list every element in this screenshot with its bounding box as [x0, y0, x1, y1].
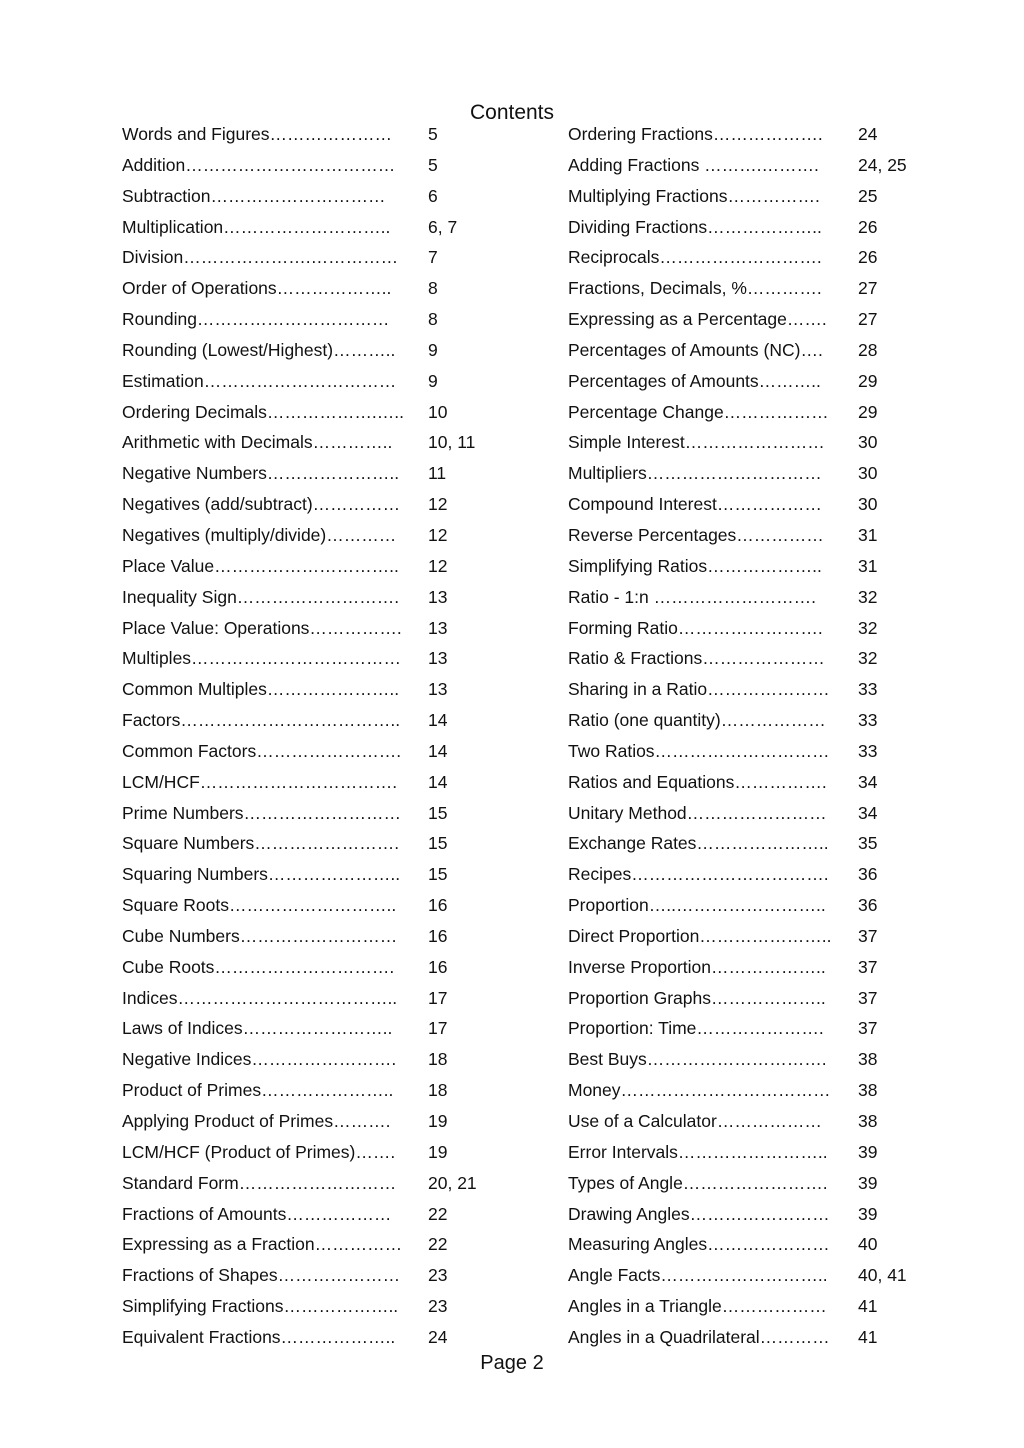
toc-entry-title: Common Factors……………………. [122, 740, 402, 761]
toc-entry [122, 1044, 448, 1075]
toc-entry-page-number: 33 [858, 710, 878, 731]
toc-entry [568, 366, 878, 397]
toc-entry-page-number: 15 [428, 864, 448, 885]
toc-entry [568, 304, 878, 335]
toc-entry [122, 921, 448, 952]
toc-entry-title: Simple Interest…………………… [568, 432, 825, 453]
toc-entry [122, 489, 448, 520]
toc-entry-page-number: 34 [858, 802, 878, 823]
toc-entry-page-number: 37 [858, 956, 878, 977]
toc-entry-title: Ratio (one quantity)……………… [568, 710, 826, 731]
toc-entry-title: Recipes……………………………. [568, 864, 829, 885]
toc-entry-page-number: 8 [428, 309, 438, 330]
toc-entry-page-number: 31 [858, 524, 878, 545]
toc-entry-page-number: 23 [428, 1265, 448, 1286]
toc-entry [122, 304, 438, 335]
toc-entry [122, 273, 438, 304]
toc-entry-page-number: 40, 41 [858, 1265, 907, 1286]
toc-entry [568, 643, 878, 674]
toc-entry-title: Forming Ratio……………………. [568, 617, 823, 638]
toc-entry [568, 828, 878, 859]
toc-entry-title: Dividing Fractions……………….. [568, 216, 822, 237]
toc-entry [122, 582, 448, 613]
toc-entry [122, 736, 448, 767]
toc-entry-page-number: 34 [858, 771, 878, 792]
toc-entry-title: Place Value………………………….. [122, 555, 399, 576]
toc-entry-page-number: 10 [428, 401, 448, 422]
toc-entry-title: Drawing Angles…………………… [568, 1203, 830, 1224]
toc-entry-page-number: 24, 25 [858, 154, 907, 175]
toc-entry-page-number: 19 [428, 1141, 448, 1162]
toc-entry-page-number: 32 [858, 586, 878, 607]
toc-entry-title: Adding Fractions ……….………. [568, 154, 819, 175]
toc-entry-title: Expressing as a Percentage……. [568, 309, 827, 330]
toc-entry-page-number: 5 [428, 154, 438, 175]
toc-entry [568, 767, 878, 798]
toc-entry-title: Proportion: Time…………………. [568, 1018, 824, 1039]
toc-entry [122, 212, 458, 243]
toc-entry [122, 397, 448, 428]
toc-entry-page-number: 36 [858, 895, 878, 916]
toc-entry-page-number: 36 [858, 864, 878, 885]
toc-entry-title: Types of Angle……………………. [568, 1172, 828, 1193]
toc-entry-page-number: 15 [428, 833, 448, 854]
toc-entry-page-number: 6 [428, 185, 438, 206]
toc-entry-title: Division………………….…………… [122, 247, 399, 268]
toc-entry-title: Reverse Percentages…………… [568, 524, 824, 545]
toc-entry [568, 1137, 878, 1168]
toc-entry [568, 705, 878, 736]
toc-entry-title: Laws of Indices…………………….. [122, 1018, 393, 1039]
toc-entry [568, 582, 878, 613]
toc-entry [122, 859, 448, 890]
toc-entry-page-number: 26 [858, 247, 878, 268]
toc-entry-title: Two Ratios………………………… [568, 740, 830, 761]
toc-entry [568, 1168, 878, 1199]
toc-entry-title: Proportion…..…………………….. [568, 895, 826, 916]
toc-entry-title: Inverse Proportion……………….. [568, 956, 826, 977]
toc-entry-title: Reciprocals………………………. [568, 247, 822, 268]
toc-entry-title: Multiplying Fractions……………. [568, 185, 820, 206]
toc-entry-title: Place Value: Operations……………. [122, 617, 402, 638]
toc-entry [122, 181, 438, 212]
toc-entry-page-number: 39 [858, 1141, 878, 1162]
toc-entry-title: Multiples……………………………… [122, 648, 402, 669]
toc-entry-title: Square Roots……………………….. [122, 895, 397, 916]
toc-entry-title: Percentages of Amounts……….. [568, 370, 821, 391]
toc-entry [568, 551, 878, 582]
toc-entry-page-number: 38 [858, 1080, 878, 1101]
toc-entry-title: Simplifying Fractions……………….. [122, 1296, 399, 1317]
toc-entry-page-number: 27 [858, 309, 878, 330]
toc-entry-title: Negative Numbers………………….. [122, 463, 400, 484]
toc-entry [568, 890, 878, 921]
toc-entry-page-number: 29 [858, 370, 878, 391]
toc-entry-page-number: 12 [428, 524, 448, 545]
toc-entry-title: Words and Figures………………… [122, 124, 393, 144]
toc-entry-title: Angle Facts……………………….. [568, 1265, 828, 1286]
toc-entry-title: Angles in a Quadrilateral………… [568, 1326, 830, 1347]
toc-entry [122, 1199, 448, 1230]
toc-entry-page-number: 30 [858, 463, 878, 484]
toc-entry [122, 613, 448, 644]
toc-entry-title: Percentage Change……………… [568, 401, 829, 422]
toc-entry-page-number: 13 [428, 679, 448, 700]
toc-entry [122, 242, 438, 273]
toc-entry-title: LCM/HCF (Product of Primes)……. [122, 1141, 396, 1162]
toc-entry [122, 1260, 448, 1291]
toc-entry-title: Direct Proportion………………….. [568, 925, 832, 946]
toc-entry-page-number: 27 [858, 278, 878, 299]
toc-entry [568, 397, 878, 428]
toc-entry [568, 952, 878, 983]
toc-entry-page-number: 41 [858, 1326, 878, 1347]
toc-entry-title: Estimation…………………………… [122, 370, 397, 391]
toc-entry-title: Squaring Numbers………………….. [122, 864, 401, 885]
toc-entry [568, 1075, 878, 1106]
toc-entry-page-number: 29 [858, 401, 878, 422]
toc-entry-title: Sharing in a Ratio………………… [568, 679, 830, 700]
toc-entry-title: Fractions of Shapes………………… [122, 1265, 401, 1286]
toc-entry-page-number: 18 [428, 1080, 448, 1101]
toc-entry [568, 1322, 878, 1353]
page-number: Page 2 [480, 1352, 544, 1374]
toc-entry-page-number: 30 [858, 494, 878, 515]
toc-entry-title: Standard Form……………………… [122, 1172, 397, 1193]
toc-entry-title: Error Intervals…………………….. [568, 1141, 828, 1162]
toc-entry [122, 1291, 448, 1322]
toc-entry-title: Measuring Angles………………… [568, 1234, 830, 1255]
toc-entry [568, 335, 878, 366]
toc-entry-page-number: 39 [858, 1172, 878, 1193]
toc-entry-page-number: 13 [428, 586, 448, 607]
toc-entry [122, 119, 438, 150]
toc-entry-page-number: 18 [428, 1049, 448, 1070]
toc-entry-title: Inequality Sign………………………. [122, 586, 400, 607]
toc-entry [568, 921, 878, 952]
toc-entry-page-number: 6, 7 [428, 216, 458, 237]
toc-entry [568, 520, 878, 551]
toc-entry-title: Addition……………………………… [122, 154, 396, 175]
toc-entry [122, 1137, 448, 1168]
toc-entry-page-number: 20, 21 [428, 1172, 477, 1193]
toc-entry-page-number: 9 [428, 370, 438, 391]
toc-entry [568, 1106, 878, 1137]
toc-entry-title: Angles in a Triangle……………… [568, 1296, 827, 1317]
toc-entry-page-number: 12 [428, 494, 448, 515]
toc-entry-page-number: 10, 11 [428, 432, 476, 453]
toc-left-column [122, 119, 477, 1353]
toc-entry [568, 1291, 878, 1322]
toc-entry [568, 489, 878, 520]
toc-entry [568, 150, 907, 181]
toc-entry-page-number: 24 [858, 124, 878, 144]
toc-entry-page-number: 37 [858, 1018, 878, 1039]
toc-entry-page-number: 41 [858, 1296, 878, 1317]
toc-entry [568, 798, 878, 829]
toc-entry-title: Order of Operations……………….. [122, 278, 392, 299]
toc-entry [122, 952, 448, 983]
toc-entry-title: Exchange Rates………………….. [568, 833, 829, 854]
toc-entry [122, 767, 448, 798]
toc-entry-title: Equivalent Fractions……………….. [122, 1326, 396, 1347]
toc-entry [568, 427, 878, 458]
toc-entry [568, 674, 878, 705]
toc-entry-page-number: 24 [428, 1326, 448, 1347]
toc-entry-page-number: 16 [428, 925, 448, 946]
toc-entry [122, 828, 448, 859]
toc-entry-title: Factors……………………………….. [122, 710, 401, 731]
page-title: Contents [469, 101, 555, 124]
toc-entry-title: Negative Indices……………………. [122, 1049, 397, 1070]
toc-entry-page-number: 19 [428, 1111, 448, 1131]
toc-entry-page-number: 33 [858, 740, 878, 761]
toc-entry [122, 1229, 448, 1260]
toc-entry-title: Proportion Graphs……………….. [568, 987, 826, 1008]
toc-entry [122, 1322, 448, 1353]
toc-entry-title: Multipliers………………………… [568, 463, 822, 484]
toc-entry-title: Ratios and Equations……………. [568, 771, 827, 792]
toc-entry-page-number: 37 [858, 925, 878, 946]
toc-entry [568, 119, 878, 150]
toc-entry [122, 643, 448, 674]
toc-entry-title: Cube Roots…………………………. [122, 956, 395, 977]
toc-entry [122, 150, 438, 181]
toc-entry [122, 427, 476, 458]
toc-entry [568, 1044, 878, 1075]
toc-entry-title: Rounding…………………………… [122, 309, 390, 330]
toc-entry-title: Rounding (Lowest/Highest)……….. [122, 339, 396, 360]
toc-entry [568, 458, 878, 489]
toc-entry-title: Ratio & Fractions………………… [568, 648, 825, 669]
toc-entry-title: Common Multiples………………….. [122, 679, 400, 700]
toc-entry-page-number: 22 [428, 1234, 448, 1255]
toc-entry-title: Prime Numbers……………………… [122, 802, 402, 823]
toc-entry-page-number: 14 [428, 740, 448, 761]
toc-entry-page-number: 32 [858, 648, 878, 669]
toc-entry-title: Multiplication……………………….. [122, 216, 391, 237]
toc-entry-page-number: 39 [858, 1203, 878, 1224]
toc-entry-title: Expressing as a Fraction…………… [122, 1234, 403, 1255]
toc-entry [568, 212, 878, 243]
toc-entry [122, 366, 438, 397]
toc-entry [568, 736, 878, 767]
toc-entry-page-number: 28 [858, 339, 878, 360]
toc-entry-title: Simplifying Ratios……………….. [568, 555, 822, 576]
toc-entry-page-number: 11 [428, 463, 447, 484]
toc-entry-title: Money……………………………… [568, 1080, 831, 1101]
toc-entry-title: Compound Interest……………… [568, 494, 822, 515]
toc-entry-title: Applying Product of Primes………. [122, 1111, 391, 1131]
toc-entry [122, 1106, 448, 1137]
toc-right-column [568, 119, 907, 1353]
toc-entry-title: Square Numbers……………………. [122, 833, 400, 854]
toc-entry [122, 983, 448, 1014]
toc-entry-title: Ordering Decimals……………….….. [122, 401, 404, 422]
toc-entry [122, 798, 448, 829]
toc-entry [568, 1013, 878, 1044]
toc-entry-page-number: 35 [858, 833, 878, 854]
toc-entry-page-number: 14 [428, 710, 448, 731]
toc-entry [122, 335, 438, 366]
toc-entry [122, 458, 447, 489]
toc-entry-title: LCM/HCF……………………………. [122, 771, 398, 792]
toc-entry-title: Ordering Fractions………………. [568, 124, 823, 144]
toc-entry-page-number: 23 [428, 1296, 448, 1317]
toc-entry-page-number: 37 [858, 987, 878, 1008]
toc-entry-title: Use of a Calculator……………… [568, 1111, 822, 1131]
toc-entry-page-number: 33 [858, 679, 878, 700]
toc-entry [568, 273, 878, 304]
toc-entry-title: Best Buys…………………………. [568, 1049, 827, 1070]
toc-entry [568, 1199, 878, 1230]
toc-entry [122, 1075, 448, 1106]
toc-entry-page-number: 16 [428, 956, 448, 977]
toc-entry [122, 1013, 448, 1044]
toc-entry [122, 520, 448, 551]
toc-entry-page-number: 7 [428, 247, 438, 268]
toc-entry-page-number: 30 [858, 432, 878, 453]
toc-entry-title: Percentages of Amounts (NC)…. [568, 339, 823, 360]
toc-entry [122, 1168, 477, 1199]
toc-entry-page-number: 26 [858, 216, 878, 237]
toc-entry-page-number: 13 [428, 648, 448, 669]
toc-entry-page-number: 17 [428, 1018, 448, 1039]
toc-entry-title: Indices……………………………….. [122, 987, 398, 1008]
toc-entry-page-number: 25 [858, 185, 878, 206]
toc-entry-page-number: 38 [858, 1049, 878, 1070]
toc-entry-title: Arithmetic with Decimals………….. [122, 432, 393, 453]
toc-entry [568, 613, 878, 644]
toc-entry-page-number: 31 [858, 555, 878, 576]
toc-entry [122, 705, 448, 736]
toc-entry-title: Fractions of Amounts……………… [122, 1203, 392, 1224]
toc-entry-title: Cube Numbers……………………… [122, 925, 398, 946]
toc-entry-page-number: 16 [428, 895, 448, 916]
toc-entry-title: Product of Primes………………….. [122, 1080, 394, 1101]
toc-entry-page-number: 17 [428, 987, 448, 1008]
toc-entry-title: Fractions, Decimals, %…………. [568, 278, 822, 299]
toc-entry-page-number: 14 [428, 771, 448, 792]
toc-entry [568, 983, 878, 1014]
toc-entry-page-number: 8 [428, 278, 438, 299]
toc-entry [122, 551, 448, 582]
toc-entry-page-number: 9 [428, 339, 438, 360]
toc-entry-page-number: 12 [428, 555, 448, 576]
toc-entry-page-number: 13 [428, 617, 448, 638]
toc-entry [568, 181, 878, 212]
toc-entry [568, 242, 878, 273]
toc-entry [122, 674, 448, 705]
toc-entry-page-number: 32 [858, 617, 878, 638]
toc-entry-page-number: 40 [858, 1234, 878, 1255]
toc-entry [122, 890, 448, 921]
toc-entry [568, 1229, 878, 1260]
toc-entry-title: Subtraction………………………… [122, 185, 386, 206]
toc-entry-title: Unitary Method…………………… [568, 802, 827, 823]
toc-entry-title: Negatives (multiply/divide)………… [122, 524, 397, 545]
toc-entry-page-number: 38 [858, 1111, 878, 1131]
toc-entry [568, 1260, 907, 1291]
toc-entry-title: Ratio - 1:n ………………………. [568, 586, 816, 607]
toc-entry-title: Negatives (add/subtract)…………… [122, 494, 401, 515]
toc-entry-page-number: 5 [428, 124, 438, 144]
toc-entry-page-number: 22 [428, 1203, 448, 1224]
toc-entry-page-number: 15 [428, 802, 448, 823]
toc-entry [568, 859, 878, 890]
